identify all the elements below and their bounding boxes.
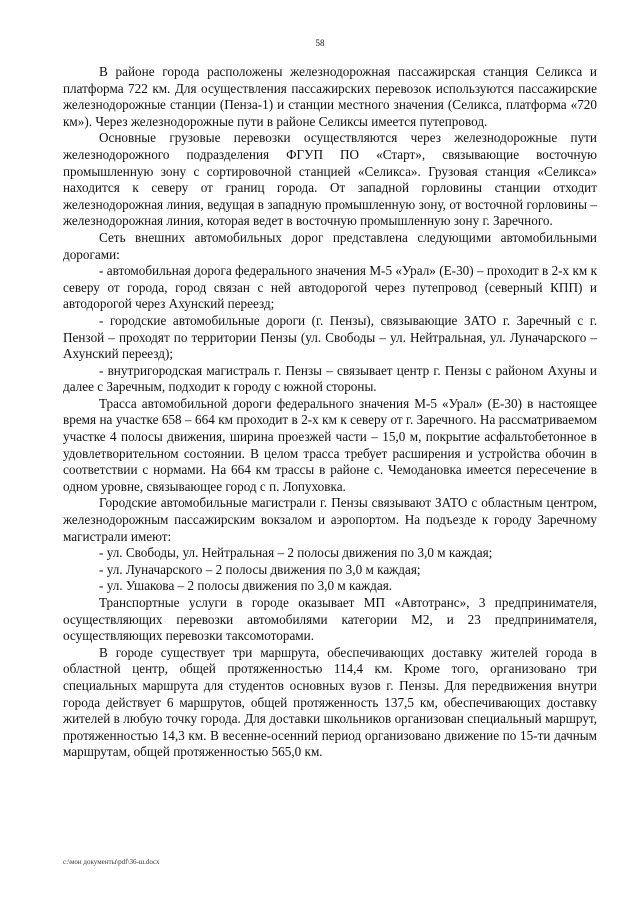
paragraph-city-highways: Городские автомобильные магистрали г. Пензы связывают ЗАТО с областным центром, железнодорожным пассажирским вокзалом и аэропортом. На подъезде к городу Заречному магистрали имеют: [63, 495, 597, 544]
paragraph-transport-services: Транспортные услуги в городе оказывает МП «Автотранс», 3 предпринимателя, осуществляющих перевозки автомобилями категории М2, и 23 предпринимателя, осуществляющих перевозки таксомоторами. [63, 595, 597, 644]
paragraph-road-network-intro: Сеть внешних автомобильных дорог представлена следующими автомобильными дорогами: [63, 229, 597, 262]
paragraph-railway-stations: В районе города расположены железнодорожная пассажирская станция Селикса и платформа 722 км. Для осуществления пассажирских перевозок используются пассажирские железнодорожные станции (Пенза-1) и станции местного значения (Селикса, платформа «720 км»). Через железнодорожные пути в районе Селиксы имеется путепровод. [63, 64, 597, 129]
paragraph-m5-highway: Трасса автомобильной дороги федерального значения М-5 «Урал» (Е-30) в настоящее время на участке 658 – 664 км проходит в 2-х км к северу от г. Заречного. На рассматриваемом участке 4 полосы движения, ширина проезжей части – 15,0 м, покрытие асфальтобетонное в удовлетворительном состоянии. В целом трасса требует расширения и устройства обочин в соответствии с нормами. На 664 км трассы в районе с. Чемодановка имеется пересечение в одном уровне, связывающее город с п. Лопуховка. [63, 395, 597, 494]
page-number: 58 [315, 38, 325, 48]
list-item-ushakova-street: - ул. Ушакова – 2 полосы движения по 3,0 м каждая. [99, 578, 393, 594]
paragraph-bus-routes: В городе существует три маршрута, обеспечивающих доставку жителей города в областной центр, общей протяженностью 114,4 км. Кроме того, организовано три специальных маршрута для студентов основных вузов г. Пензы. Для передвижения внутри города действует 6 маршрутов, общей протяженность 137,5 км, обеспечивающих доставку жителей в любую точку города. Для доставки школьников организован специальный маршрут, протяженностью 14,3 км. В весенне-осенний период организовано движение по 15-ти дачным маршрутам, общей протяженностью 565,0 км. [63, 644, 597, 760]
paragraph-freight-transport: Основные грузовые перевозки осуществляются через железнодорожные пути железнодорожного подразделения ФГУП ПО «Старт», связывающие восточную промышленную зону с сортировочной станцией «Селикса». Грузовая станция «Селикса» находится к северу от границ города. От западной горловины станции отходит железнодорожная линия, ведущая в западную промышленную зону, от восточной горловины – железнодорожная линия, которая ведет в восточную промышленную зону г. Заречного. [63, 130, 597, 229]
footer-file-path: c:\мои документы\pdf\36-ш.docx [63, 858, 160, 866]
list-item-intracity-highway: - внутригородская магистраль г. Пензы – связывает центр г. Пензы с районом Ахуны и далее с Заречным, подходит к городу с южной стороны. [63, 362, 597, 395]
list-item-lunacharskogo-street: - ул. Луначарского – 2 полосы движения по 3,0 м каждая; [99, 561, 421, 577]
list-item-federal-road: - автомобильная дорога федерального значения М-5 «Урал» (Е-30) – проходит в 2-х км к северу от города, город связан с ней автодорогой через путепровод (северный КПП) и автодорогой через Ахунский переезд; [63, 263, 597, 312]
list-item-city-roads: - городские автомобильные дороги (г. Пензы), связывающие ЗАТО г. Заречный с г. Пензой – проходят по территории Пензы (ул. Свободы – ул. Нейтральная, ул. Луначарского – Ахунский переезд); [63, 312, 597, 362]
document-body [63, 64, 597, 761]
list-item-svobody-street: - ул. Свободы, ул. Нейтральная – 2 полосы движения по 3,0 м каждая; [99, 545, 493, 561]
